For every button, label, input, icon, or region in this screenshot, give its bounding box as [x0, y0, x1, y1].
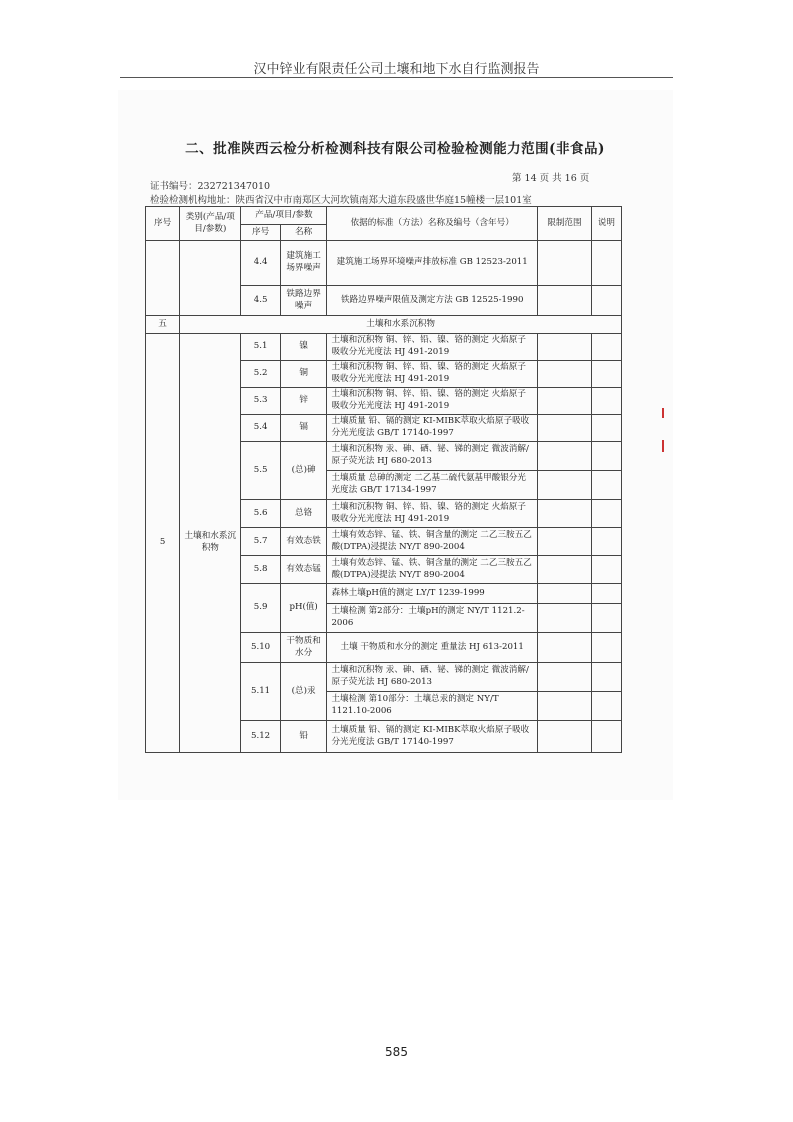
row-sub-seq: 4.4 [241, 241, 280, 286]
row-sub-seq: 5.11 [241, 663, 280, 721]
row-sub-seq: 5.6 [241, 500, 280, 528]
row-standard: 土壤和沉积物 汞、砷、硒、铋、锑的测定 微波消解/原子荧光法 HJ 680-2013 [327, 663, 538, 692]
row-standard: 土壤质量 铅、镉的测定 KI-MIBK萃取火焰原子吸收分光光度法 GB/T 17140-1997 [327, 415, 538, 442]
row-note [591, 528, 621, 556]
row-standard: 土壤有效态锌、锰、铁、铜含量的测定 二乙三胺五乙酸(DTPA)浸提法 NY/T 890-2004 [327, 556, 538, 584]
row-standard: 铁路边界噪声限值及测定方法 GB 12525-1990 [327, 286, 538, 316]
row-note [591, 442, 621, 471]
section-title: 土壤和水系沉积物 [180, 316, 622, 334]
row-item-name: 有效态锰 [280, 556, 327, 584]
row-sub-seq: 5.9 [241, 584, 280, 633]
row-note [591, 286, 621, 316]
row-standard: 土壤和沉积物 铜、锌、铅、镍、铬的测定 火焰原子吸收分光光度法 HJ 491-2019 [327, 500, 538, 528]
row-limit [537, 388, 591, 415]
row-limit [537, 556, 591, 584]
empty-cell [180, 241, 241, 316]
scan-edge-mark [662, 408, 664, 418]
row-item-name: 总铬 [280, 500, 327, 528]
row-standard: 土壤质量 铅、镉的测定 KI-MIBK萃取火焰原子吸收分光光度法 GB/T 17140-1997 [327, 721, 538, 753]
certificate-number: 232721347010 [197, 181, 271, 192]
row-limit [537, 528, 591, 556]
certificate-label: 证书编号： [150, 181, 198, 192]
section-number: 五 [146, 316, 180, 334]
group-number: 5 [146, 334, 180, 753]
row-sub-seq: 5.3 [241, 388, 280, 415]
row-sub-seq: 5.7 [241, 528, 280, 556]
row-limit [537, 471, 591, 500]
row-item-name: 锌 [280, 388, 327, 415]
page-number: 585 [385, 1045, 408, 1059]
row-standard: 土壤和沉积物 铜、锌、铅、镍、铬的测定 火焰原子吸收分光光度法 HJ 491-2019 [327, 361, 538, 388]
row-limit [537, 604, 591, 633]
certificate-line [150, 178, 270, 192]
scan-edge-mark [662, 440, 664, 452]
row-item-name: 干物质和水分 [280, 633, 327, 663]
row-limit [537, 442, 591, 471]
row-item-name: 有效态铁 [280, 528, 327, 556]
row-note [591, 721, 621, 753]
row-note [591, 500, 621, 528]
row-note [591, 415, 621, 442]
row-limit [537, 361, 591, 388]
row-limit [537, 692, 591, 721]
section-row [146, 316, 622, 334]
row-limit [537, 663, 591, 692]
row-sub-seq: 4.5 [241, 286, 280, 316]
table-row [146, 241, 622, 286]
row-item-name: (总)砷 [280, 442, 327, 500]
row-standard: 土壤和沉积物 铜、锌、铅、镍、铬的测定 火焰原子吸收分光光度法 HJ 491-2019 [327, 334, 538, 361]
row-standard: 土壤和沉积物 汞、砷、硒、铋、锑的测定 微波消解/原子荧光法 HJ 680-2013 [327, 442, 538, 471]
row-note [591, 663, 621, 692]
row-limit [537, 584, 591, 604]
row-sub-seq: 5.1 [241, 334, 280, 361]
row-note [591, 633, 621, 663]
table-row [146, 334, 622, 361]
row-note [591, 471, 621, 500]
address-text: 陕西省汉中市南郑区大河坎镇南郑大道东段盛世华庭15幢楼一层101室 [235, 195, 532, 206]
row-item-name: (总)汞 [280, 663, 327, 721]
row-limit [537, 241, 591, 286]
row-note [591, 584, 621, 604]
row-limit [537, 633, 591, 663]
report-header-title: 汉中锌业有限责任公司土壤和地下水自行监测报告 [253, 62, 540, 77]
address-label: 检验检测机构地址： [150, 195, 236, 206]
row-standard: 土壤和沉积物 铜、锌、铅、镍、铬的测定 火焰原子吸收分光光度法 HJ 491-2019 [327, 388, 538, 415]
row-sub-seq: 5.5 [241, 442, 280, 500]
row-item-name: 铜 [280, 361, 327, 388]
row-item-name: pH(值) [280, 584, 327, 633]
row-item-name: 铁路边界噪声 [280, 286, 327, 316]
row-note [591, 241, 621, 286]
row-sub-seq: 5.10 [241, 633, 280, 663]
page-info-text: 第 14 页 共 16 页 [512, 173, 590, 184]
header-seq: 序号 [146, 207, 180, 241]
row-standard: 土壤质量 总砷的测定 二乙基二硫代氨基甲酸银分光光度法 GB/T 17134-1997 [327, 471, 538, 500]
row-standard: 土壤 干物质和水分的测定 重量法 HJ 613-2011 [327, 633, 538, 663]
header-category: 类别(产品/项目/参数) [180, 207, 241, 241]
header-limit: 限制范围 [537, 207, 591, 241]
row-item-name: 铅 [280, 721, 327, 753]
header-product-group: 产品/项目/参数 [241, 207, 327, 225]
row-standard: 土壤检测 第10部分：土壤总汞的测定 NY/T 1121.10-2006 [327, 692, 538, 721]
group-category: 土壤和水系沉积物 [180, 334, 241, 753]
row-item-name: 建筑施工场界噪声 [280, 241, 327, 286]
row-sub-seq: 5.12 [241, 721, 280, 753]
row-sub-seq: 5.8 [241, 556, 280, 584]
row-standard: 土壤有效态锌、锰、铁、铜含量的测定 二乙三胺五乙酸(DTPA)浸提法 NY/T 890-2004 [327, 528, 538, 556]
row-item-name: 镍 [280, 334, 327, 361]
row-limit [537, 500, 591, 528]
row-standard: 森林土壤pH值的测定 LY/T 1239-1999 [327, 584, 538, 604]
row-standard: 建筑施工场界环境噪声排放标准 GB 12523-2011 [327, 241, 538, 286]
row-limit [537, 334, 591, 361]
row-limit [537, 721, 591, 753]
row-limit [537, 415, 591, 442]
row-item-name: 镉 [280, 415, 327, 442]
header-divider [120, 77, 673, 78]
header-name: 名称 [280, 225, 327, 241]
row-limit [537, 286, 591, 316]
row-sub-seq: 5.2 [241, 361, 280, 388]
row-note [591, 604, 621, 633]
row-standard: 土壤检测 第2部分：土壤pH的测定 NY/T 1121.2-2006 [327, 604, 538, 633]
empty-cell [146, 241, 180, 316]
row-note [591, 556, 621, 584]
row-note [591, 388, 621, 415]
document-title: 二、批准陕西云检分析检测科技有限公司检验检测能力范围(非食品) [185, 141, 605, 157]
address-line [150, 192, 532, 206]
row-note [591, 692, 621, 721]
row-note [591, 334, 621, 361]
header-sub-seq: 序号 [241, 225, 280, 241]
capability-table [145, 206, 622, 753]
header-note: 说明 [591, 207, 621, 241]
page-info [512, 170, 589, 184]
header-standard: 依据的标准（方法）名称及编号（含年号） [327, 207, 538, 241]
row-note [591, 361, 621, 388]
row-sub-seq: 5.4 [241, 415, 280, 442]
